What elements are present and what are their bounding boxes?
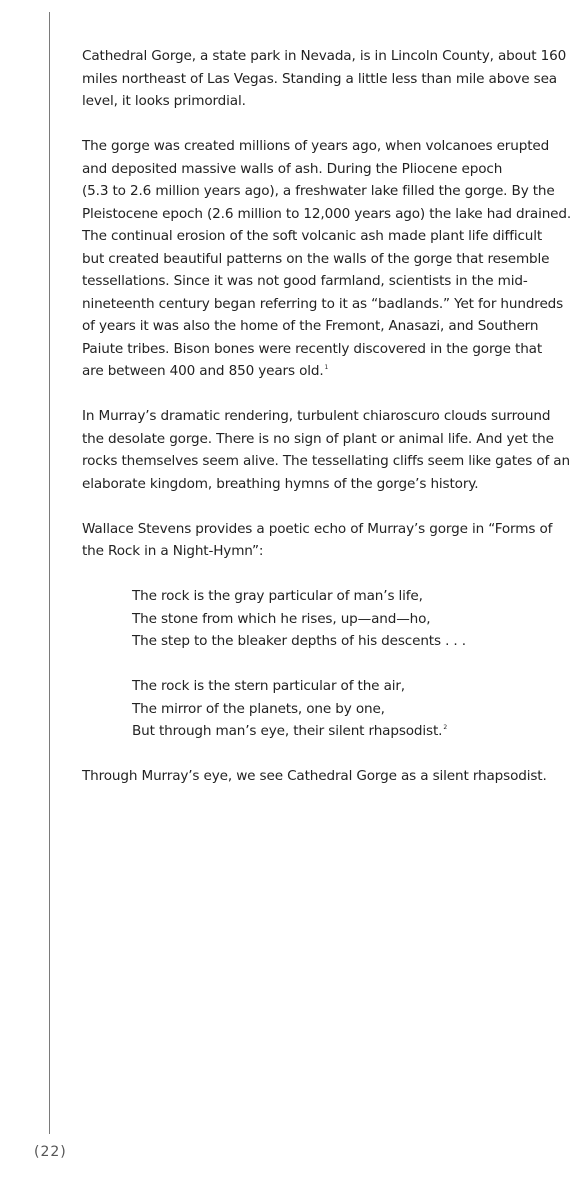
text-line: nineteenth century began referring to it as “badlands.” Yet for hundreds xyxy=(82,295,564,312)
poem-stanza-2 xyxy=(132,675,562,743)
verse-line: The stone from which he rises, up—and—ho, xyxy=(132,610,431,627)
text-line: rocks themselves seem alive. The tessellating cliffs seem like gates of an xyxy=(82,453,570,469)
verse-line-with-footnote xyxy=(132,720,562,743)
text-line: level, it looks primordial. xyxy=(82,93,246,109)
paragraph-rendering xyxy=(82,405,570,495)
text-line: the Rock in a Night-Hymn”: xyxy=(82,543,264,559)
verse-line: But through man’s eye, their silent rhapsodist. xyxy=(132,723,443,739)
text-line: are between 400 and 850 years old. xyxy=(82,363,324,379)
text-line: The continual erosion of the soft volcanic ash made plant life difficult xyxy=(82,228,543,244)
text-line: of years it was also the home of the Fremont, Anasazi, and Southern xyxy=(82,318,539,334)
verse-line: The rock is the stern particular of the air, xyxy=(132,678,405,694)
verse-line: The step to the bleaker depths of his descents . . . xyxy=(132,633,466,649)
page-body xyxy=(82,45,572,810)
text-line: tessellations. Since it was not good farmland, scientists in the mid- xyxy=(82,273,528,289)
text-line: the desolate gorge. There is no sign of plant or animal life. And yet the xyxy=(82,430,554,447)
text-line: miles northeast of Las Vegas. Standing a little less than mile above sea xyxy=(82,70,557,87)
footnote-marker: 2 xyxy=(443,724,447,731)
margin-rule xyxy=(49,12,50,1134)
poem-stanza-1 xyxy=(132,585,562,653)
text-line: In Murray’s dramatic rendering, turbulent chiaroscuro clouds surround xyxy=(82,408,551,424)
text-line: (5.3 to 2.6 million years ago), a freshwater lake filled the gorge. By the xyxy=(82,183,555,199)
text-line: and deposited massive walls of ash. During the Pliocene epoch xyxy=(82,160,503,177)
verse-line: The rock is the gray particular of man’s life, xyxy=(132,588,423,604)
text-line-with-footnote xyxy=(82,360,562,383)
verse-line: The mirror of the planets, one by one, xyxy=(132,700,385,717)
paragraph-closing xyxy=(82,765,562,788)
text-line: Wallace Stevens provides a poetic echo of Murray’s gorge in “Forms of xyxy=(82,520,553,537)
paragraph-geology xyxy=(82,135,572,383)
paragraph-stevens xyxy=(82,518,562,563)
page-number: (22) xyxy=(34,1144,67,1160)
text-line: Cathedral Gorge, a state park in Nevada, is in Lincoln County, about 160 xyxy=(82,48,567,64)
paragraph-intro xyxy=(82,45,567,113)
text-line: Paiute tribes. Bison bones were recently discovered in the gorge that xyxy=(82,340,543,357)
text-line: but created beautiful patterns on the walls of the gorge that resemble xyxy=(82,250,550,267)
text-line: Pleistocene epoch (2.6 million to 12,000 years ago) the lake had drained. xyxy=(82,205,572,222)
text-line: elaborate kingdom, breathing hymns of the gorge’s history. xyxy=(82,475,479,492)
text-line: The gorge was created millions of years ago, when volcanoes erupted xyxy=(82,138,550,154)
footnote-marker: 1 xyxy=(324,364,329,371)
text-line: Through Murray’s eye, we see Cathedral Gorge as a silent rhapsodist. xyxy=(82,768,547,784)
